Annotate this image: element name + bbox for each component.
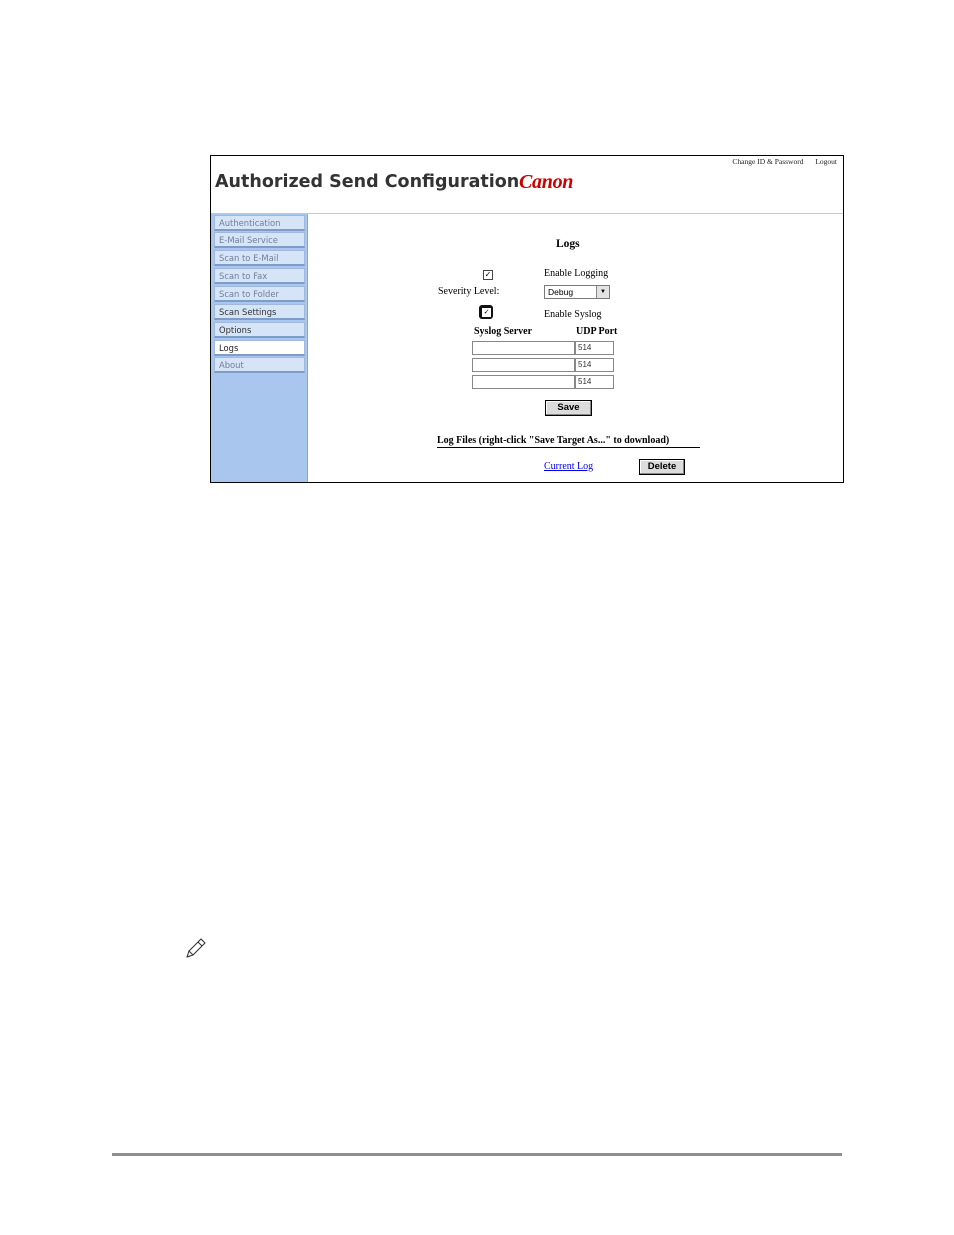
checkmark-icon: ✓ <box>484 270 492 279</box>
header <box>211 156 843 214</box>
sidebar <box>211 214 308 482</box>
enable-logging-label: Enable Logging <box>544 268 609 279</box>
delete-button[interactable]: Delete <box>639 459 685 475</box>
severity-level-label: Severity Level: <box>438 286 500 297</box>
sidebar-item-scan-to-folder[interactable]: Scan to Folder <box>214 286 305 302</box>
sidebar-item-email-service[interactable]: E-Mail Service <box>214 232 305 248</box>
save-button[interactable]: Save <box>545 400 592 416</box>
syslog-server-input-3[interactable] <box>472 375 575 389</box>
sidebar-item-scan-settings[interactable]: Scan Settings <box>214 304 305 320</box>
enable-syslog-label: Enable Syslog <box>544 309 602 320</box>
syslog-server-header: Syslog Server <box>474 326 533 337</box>
udp-port-input-1[interactable]: 514 <box>575 341 614 355</box>
sidebar-item-options[interactable]: Options <box>214 322 305 338</box>
top-links <box>722 157 837 166</box>
logout-link[interactable]: Logout <box>815 157 837 166</box>
severity-level-select[interactable] <box>544 285 610 299</box>
severity-level-value: Debug <box>548 287 574 297</box>
checkmark-icon: ✓ <box>483 308 490 316</box>
log-files-heading: Log Files (right-click "Save Target As..." to download) <box>437 435 700 448</box>
footer-divider <box>112 1153 842 1156</box>
current-log-link[interactable]: Current Log <box>544 461 594 472</box>
page-title: Logs <box>556 238 580 250</box>
syslog-server-input-1[interactable] <box>472 341 575 355</box>
enable-syslog-checkbox[interactable] <box>479 305 493 319</box>
logs-panel <box>308 214 843 482</box>
udp-port-header: UDP Port <box>576 326 618 337</box>
pencil-icon <box>185 937 207 959</box>
sidebar-item-authentication[interactable]: Authentication <box>214 215 305 231</box>
sidebar-item-about[interactable]: About <box>214 357 305 373</box>
screenshot-frame <box>210 155 844 483</box>
app-title: Authorized Send Configuration <box>215 172 520 192</box>
canon-logo: Canon <box>519 171 574 193</box>
sidebar-item-scan-to-fax[interactable]: Scan to Fax <box>214 268 305 284</box>
syslog-server-input-2[interactable] <box>472 358 575 372</box>
udp-port-input-2[interactable]: 514 <box>575 358 614 372</box>
change-id-password-link[interactable]: Change ID & Password <box>732 157 804 166</box>
dropdown-arrow-icon[interactable]: ▼ <box>596 286 609 298</box>
enable-logging-checkbox[interactable] <box>483 270 493 280</box>
udp-port-input-3[interactable]: 514 <box>575 375 614 389</box>
sidebar-item-scan-to-email[interactable]: Scan to E-Mail <box>214 250 305 266</box>
sidebar-item-logs[interactable]: Logs <box>214 340 305 356</box>
